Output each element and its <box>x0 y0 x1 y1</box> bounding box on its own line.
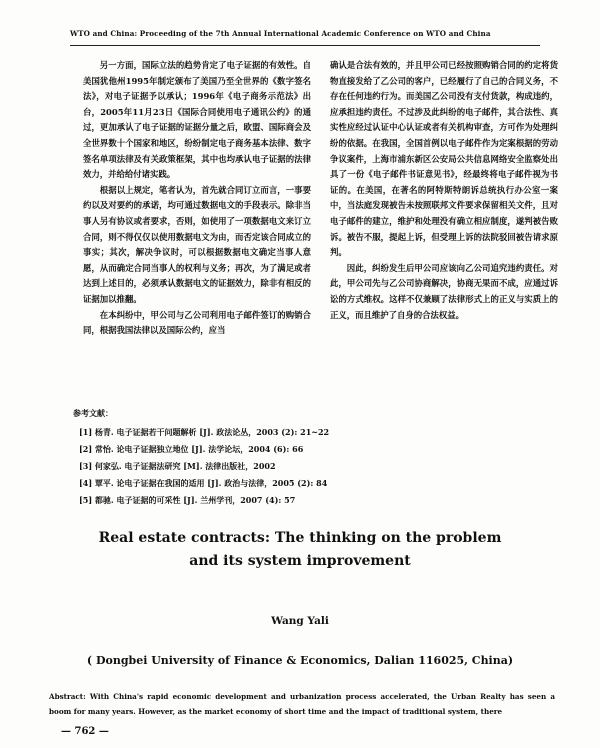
abstract-text: With China's rapid economic development and urbanization process accelerated, the Urban Realty has seen a boom for many years. However, as the market economy of short time and the impact of traditional system, there <box>49 692 555 716</box>
references <box>73 408 543 511</box>
abstract <box>49 689 555 719</box>
reference-item: [5] 都驰. 电子证据的可采性 [J]. 兰州学刊，2007 (4): 57 <box>79 495 296 505</box>
running-head: WTO and China: Proceeding of the 7th Annual International Academic Conference on WTO and China <box>70 29 491 38</box>
page-number: — 762 — <box>61 726 109 737</box>
english-title-line-2: and its system improvement <box>189 553 411 569</box>
reference-item: [3] 何家弘. 电子证据法研究 [M]. 法律出版社，2002 <box>79 461 276 471</box>
reference-item: [2] 常怡. 论电子证据独立地位 [J]. 法学论坛，2004 (6): 66 <box>79 444 304 454</box>
reference-item: [4] 覃平. 论电子证据在我国的适用 [J]. 政治与法律，2005 (2): 84 <box>79 478 328 488</box>
left-paragraph-3: 在本纠纷中，甲公司与乙公司利用电子邮件签订的购销合同，根据我国法律以及国际公约，应当 <box>83 309 311 336</box>
references-title: 参考文献： <box>73 408 113 418</box>
abstract-label: Abstract: <box>49 692 86 701</box>
right-paragraph-1: 确认是合法有效的，并且甲公司已经按照购销合同的约定将货物直接发给了乙公司的客户，已经履行了自己的合同义务，不存在任何违约行为。而美国乙公司没有支付货款，构成违约，应承担违约责任。不过涉及此纠纷的电子邮件，其合法性、真实性应经过认证中心认证或者有关机构审查，方可作为处理纠纷的依据。在我国，全国首例以电子邮件作为定案根据的劳动争议案件，上海市浦东新区公安局公共信息网络安全监察处出具了一份《电子邮件书证意见书》，经最终将电子邮件视为书证的。在美国，在著名的阿特斯特朗诉总统执行办公室一案中，当法庭发现被告未按照联邦文件要求保留相关文件，且对电子邮件的建立，维护和处理没有确立相应制度，遂判被告败诉。被告不服，提起上诉，但受理上诉的法院驳回被告请求原判。 <box>330 60 558 258</box>
reference-item: [1] 杨青. 电子证据若干问题解析 [J]. 政法论丛，2003 (2): 21~22 <box>79 427 330 437</box>
author-affiliation: ( Dongbei University of Finance & Economics, Dalian 116025, China) <box>86 654 514 667</box>
right-paragraph-2: 因此，纠纷发生后甲公司应该向乙公司追究违约责任。对此，甲公司先与乙公司协商解决，协商无果而不成，应通过诉讼的方式维权。这样不仅兼顾了法律形式上的正义与实质上的正义，而且维护了自身的合法权益。 <box>330 262 558 320</box>
header-rule <box>70 45 540 46</box>
english-title <box>0 527 600 573</box>
left-column <box>83 58 311 339</box>
right-column <box>330 58 558 323</box>
left-paragraph-1: 另一方面，国际立法的趋势肯定了电子证据的有效性。自美国犹他州1995年制定颁布了美国乃至全世界的《数字签名法》，对电子证据予以承认；1996年《电子商务示范法》出台，2005年11月23日《国际合同使用电子通讯公约》的通过，更加承认了电子证据的证据分量之后，欧盟、国际商会及全世界数十个国家和地区，纷纷制定电子商务基本法律、数字签名单项法律及有关政策框架，其中也均承认电子证据的法律效力，并给给付诸实践。 <box>83 60 311 180</box>
left-paragraph-2: 根据以上规定，笔者认为，首先就合同订立而言，一事要约以及对要约的承诺，均可通过数据电文的手段表示。除非当事人另有协议或者要求，否则，如使用了一项数据电文来订立合同，则不得仅仅以使用数据电文为由，而否定该合同成立的事实；其次，解决争议时，可以根据数据电文确定当事人意愿，从而确定合同当事人的权利与义务；再次，为了满足或者达到上述目的，必须承认数据电文的证据效力，除非有相反的证据加以推翻。 <box>83 184 311 304</box>
english-title-line-1: Real estate contracts: The thinking on the problem <box>98 530 502 546</box>
author-name: Wang Yali <box>271 615 329 627</box>
